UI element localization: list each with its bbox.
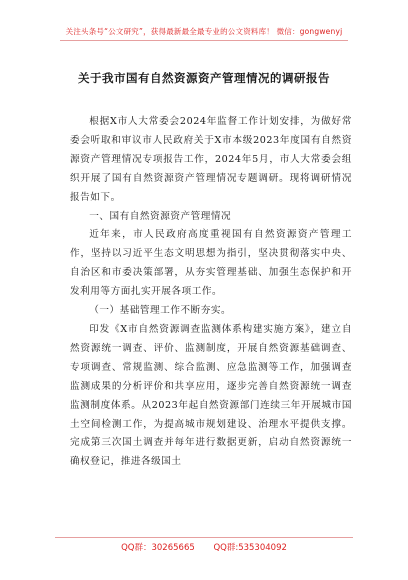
footer-divider	[55, 537, 353, 538]
subsection-heading: （一）基础管理工作不断夯实。	[89, 305, 232, 317]
document-body	[70, 113, 352, 472]
footer-qq-group-2: QQ群:535304092	[213, 543, 287, 553]
footer	[0, 541, 408, 553]
header-divider	[60, 40, 348, 41]
body-paragraph: 印发《X市自然资源调查监测体系构建实施方案》，建立自然资源统一调查、评价、监测制度，开展自然资源基础调查、专项调查、常规监测、综合监测、应急监测等工作，加强调查监测成果的分析评价和共享应用，逐步完善自然资源统一调查监测制度体系。从2023年起自然资源部门连续三年开展城市国土空间检测工作，为提高城市规划建设、治理水平提供支撑。完成第三次国土调查并每年进行数据更新，启动自然资源统一确权登记，推进各级国土	[70, 323, 352, 468]
document-title: 关于我市国有自然资源资产管理情况的调研报告	[78, 71, 330, 85]
footer-qq-group-1: QQ群：30265665	[121, 543, 195, 553]
body-paragraph: 近年来，市人民政府高度重视国有自然资源资产管理工作，坚持以习近平生态文明思想为指引，坚决贯彻落实中央、自治区和市委决策部署，从夯实管理基础、加强生态保护和开发利用等方面扎实开展各项工作。	[70, 229, 352, 298]
intro-paragraph: 根据X市人大常委会2024年监督工作计划安排，为做好常委会听取和审议市人民政府关于X市本级2023年度国有自然资源资产管理情况专项报告工作，2024年5月，市人大常委会组织开展了国有自然资源资产管理情况专题调研。现将调研情况报告如下。	[70, 116, 352, 203]
header-note: 关注头条号“公文研究”，获得最新最全最专业的公文资料库！ 微信：gongwenyj	[65, 27, 343, 36]
section-heading: 一、国有自然资源资产管理情况	[89, 210, 232, 222]
